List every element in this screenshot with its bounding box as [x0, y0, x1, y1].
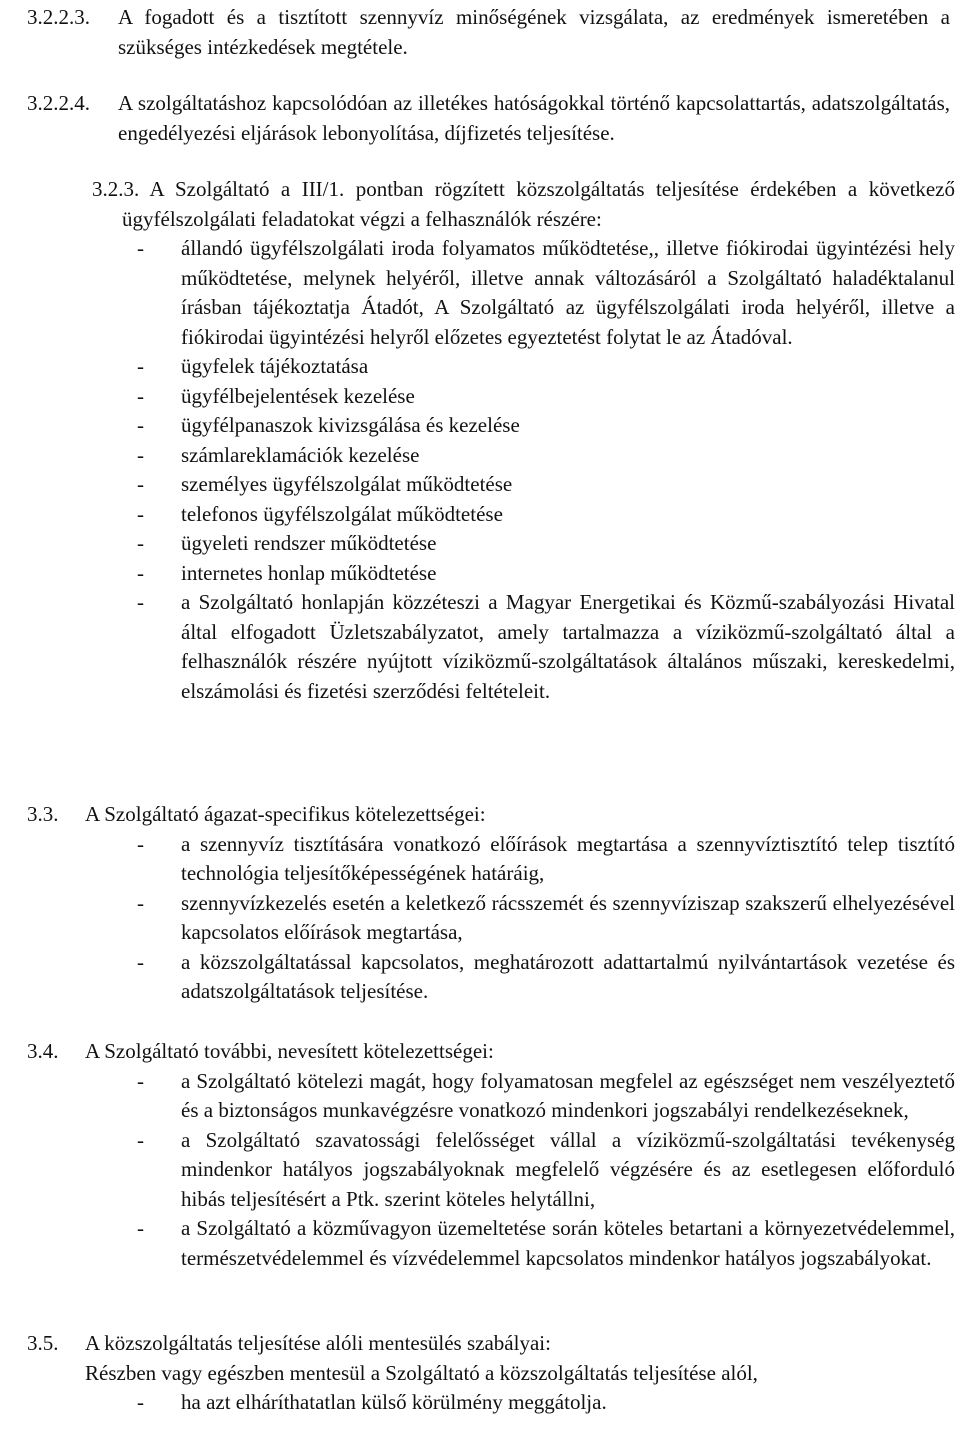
list-item [137, 889, 955, 948]
section-number: 3.3. [27, 802, 59, 826]
section-title: A Szolgáltató ágazat-specifikus kötelezettségei: [85, 802, 486, 826]
list-dash: - [137, 236, 144, 260]
list-dash: - [137, 383, 144, 408]
list-dash: - [137, 1390, 144, 1414]
list-item [137, 588, 955, 706]
list-item [137, 1067, 955, 1126]
list-dash: - [137, 442, 144, 467]
list-item [137, 234, 955, 352]
list-item [137, 1126, 955, 1215]
list-item-text: a szennyvíz tisztítására vonatkozó előírások megtartása a szennyvíztisztító telep tisztító technológia teljesítőképességének határáig, [181, 831, 955, 885]
section-number: 3.4. [27, 1039, 59, 1063]
section-3-4 [0, 1037, 960, 1273]
section-text: A fogadott és a tisztított szennyvíz minőségének vizsgálata, az eredmények ismeretében a szükséges intézkedések megtétele. [118, 5, 950, 59]
list-item-text: ügyfelek tájékoztatása [181, 354, 369, 378]
list-item [137, 411, 955, 441]
section-title: A Szolgáltató további, nevesített kötelezettségei: [85, 1039, 494, 1063]
section-title: A közszolgáltatás teljesítése alóli mentesülés szabályai: [85, 1331, 551, 1355]
section-3-3 [0, 800, 960, 1007]
list-dash: - [137, 531, 144, 555]
list-item [137, 830, 955, 889]
list-item-text: számlareklamációk kezelése [181, 442, 420, 467]
list-dash: - [137, 890, 144, 915]
list-item [137, 529, 955, 559]
section-3-2-2-3 [0, 3, 960, 62]
section-body: A Szolgáltató a III/1. pontban rögzített közszolgáltatás teljesítése érdekében a következő ügyfélszolgálati feladatokat végzi a felhasználók részére: [122, 177, 956, 231]
list-item [137, 382, 955, 412]
list-item-text: a közszolgáltatással kapcsolatos, meghatározott adattartalmú nyilvántartások vezetése és adatszolgáltatások teljesítése. [181, 949, 955, 1003]
sector-obligation-list [0, 830, 955, 1007]
list-dash: - [137, 1216, 144, 1240]
section-number: 3.2.3. [92, 177, 140, 201]
list-dash: - [137, 1068, 144, 1093]
section-3-2-2-4 [0, 89, 960, 148]
list-dash: - [137, 413, 144, 437]
section-text [92, 175, 956, 234]
section-number: 3.2.2.3. [27, 5, 90, 29]
list-item [137, 948, 955, 1007]
list-item-text: a Szolgáltató a közművagyon üzemeltetése során köteles betartani a környezetvédelemmel, természetvédelemmel és vízvédelemmel kapcsolatos mindenkor hatályos jogszabályokat. [181, 1216, 955, 1270]
section-number: 3.2.2.4. [27, 91, 90, 115]
list-dash: - [137, 590, 144, 614]
list-dash: - [137, 501, 144, 526]
list-item-text: a Szolgáltató kötelezi magát, hogy folyamatosan megfelel az egészséget nem veszélyeztető és a biztonságos munkavégzésre vonatkozó mindenkori jogszabályi rendelkezéseknek, [181, 1068, 955, 1122]
list-dash: - [137, 949, 144, 974]
list-item [137, 1214, 955, 1273]
list-item [137, 1388, 955, 1418]
list-item-text: szennyvízkezelés esetén a keletkező rácsszemét és szennyvíziszap szakszerű elhelyezésével kapcsolatos előírások megtartása, [181, 890, 955, 944]
list-dash: - [137, 831, 144, 856]
section-intro: Részben vagy egészben mentesül a Szolgáltató a közszolgáltatás teljesítése alól, [85, 1360, 758, 1385]
list-item-text: ügyeleti rendszer működtetése [181, 531, 437, 555]
list-dash: - [137, 560, 144, 585]
named-obligation-list [0, 1067, 955, 1274]
list-item [137, 500, 955, 530]
list-item-text: telefonos ügyfélszolgálat működtetése [181, 501, 503, 526]
list-item [137, 441, 955, 471]
list-dash: - [137, 354, 144, 378]
list-item-text: ügyfélbejelentések kezelése [181, 383, 415, 408]
list-item-text: internetes honlap működtetése [181, 560, 437, 585]
list-item-text: állandó ügyfélszolgálati iroda folyamatos működtetése,, illetve fiókirodai ügyintézési hely működtetése, melynek helyéről, illetve annak változásáról a Szolgáltató haladéktalanul írásban tájékoztatja Átadót, A Szolgáltató az ügyfélszolgálati iroda helyéről, illetve a fiókirodai ügyintézési helyről előzetes egyeztetést folytat le az Átadóval. [181, 236, 955, 349]
section-3-2-3 [0, 175, 960, 706]
list-dash: - [137, 472, 144, 496]
list-item-text: személyes ügyfélszolgálat működtetése [181, 472, 513, 496]
list-item-text: a Szolgáltató szavatossági felelősséget vállal a víziközmű-szolgáltatási tevékenység mindenkor hatályos jogszabályoknak megfelelő végzésére és az esetlegesen előforduló hibás teljesítésért a Ptk. szerint köteles helytállni, [181, 1127, 955, 1211]
section-text: A szolgáltatáshoz kapcsolódóan az illetékes hatóságokkal történő kapcsolattartás, adatszolgáltatás, engedélyezési eljárások lebonyolítása, díjfizetés teljesítése. [118, 91, 950, 145]
list-item-text: ügyfélpanaszok kivizsgálása és kezelése [181, 413, 520, 437]
list-item-text: ha azt elháríthatatlan külső körülmény meggátolja. [181, 1390, 607, 1414]
exemption-list [0, 1388, 955, 1418]
list-item [137, 559, 955, 589]
list-dash: - [137, 1127, 144, 1152]
service-task-list [0, 234, 955, 706]
list-item [137, 352, 955, 382]
list-item-text: a Szolgáltató honlapján közzéteszi a Magyar Energetikai és Közmű-szabályozási Hivatal által elfogadott Üzletszabályzatot, amely tartalmazza a víziközmű-szolgáltató által a felhasználók részére nyújtott víziközmű-szolgáltatások általános műszaki, kereskedelmi, elszámolási és fizetési szerződési feltételeit. [181, 590, 955, 703]
section-number: 3.5. [27, 1331, 59, 1355]
list-item [137, 470, 955, 500]
section-3-5 [0, 1329, 960, 1418]
